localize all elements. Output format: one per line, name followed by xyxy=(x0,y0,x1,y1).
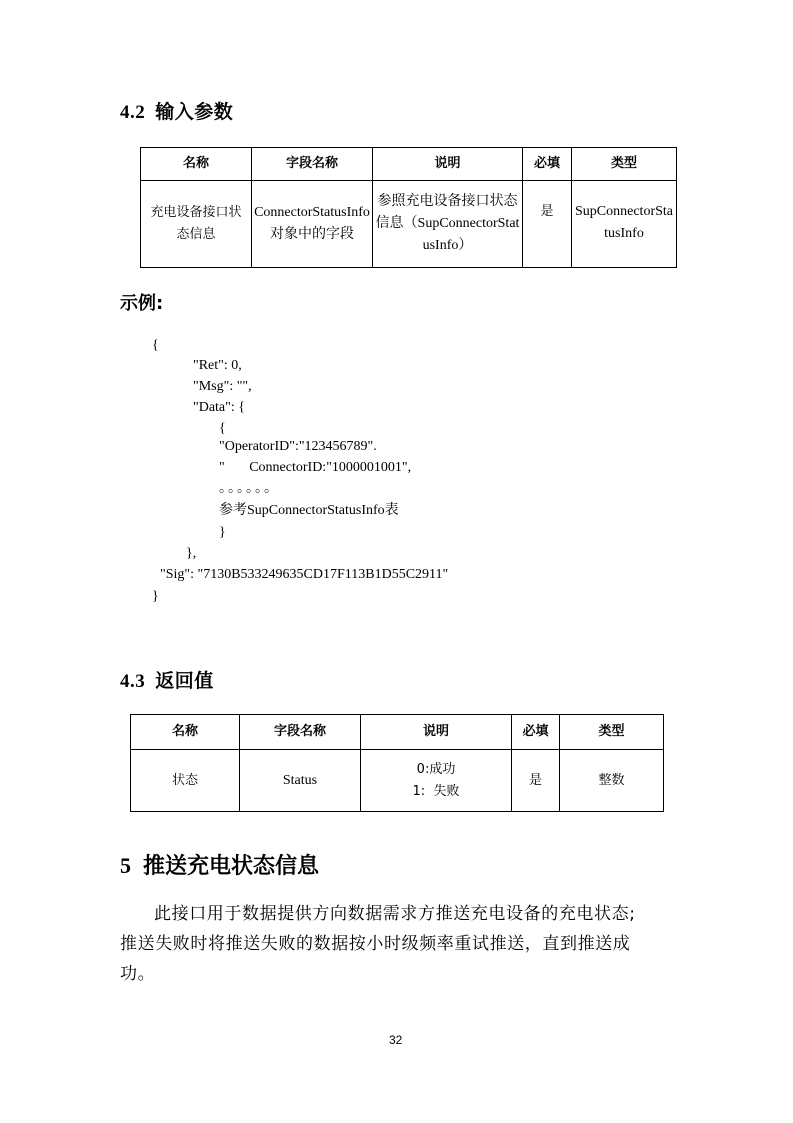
section-number: 5 xyxy=(120,853,131,878)
paragraph-line: 功。 xyxy=(120,964,156,984)
cell-type: SupConnectorStatusInfo xyxy=(572,181,677,268)
cell-required: 是 xyxy=(512,750,560,812)
header-cell: 名称 xyxy=(131,715,240,750)
header-cell: 必填 xyxy=(523,148,572,181)
section-heading-5 xyxy=(120,849,319,880)
table-header-row xyxy=(141,148,677,181)
header-cell: 必填 xyxy=(512,715,560,750)
code-line: { xyxy=(219,421,226,436)
header-cell: 说明 xyxy=(361,715,512,750)
cell-name: 充电设备接口状态信息 xyxy=(141,181,252,268)
header-cell: 字段名称 xyxy=(252,148,373,181)
cell-name: 状态 xyxy=(131,750,240,812)
cell-field-text: ConnectorStatusInfo对象中的字段 xyxy=(254,205,370,242)
header-cell: 名称 xyxy=(141,148,252,181)
table-row xyxy=(141,181,677,268)
header-cell: 类型 xyxy=(560,715,664,750)
section-title: 推送充电状态信息 xyxy=(143,854,320,879)
return-value-table xyxy=(130,714,664,812)
code-line: "Ret": 0, xyxy=(193,358,242,373)
section-title: 返回值 xyxy=(155,670,214,692)
code-line: }, xyxy=(186,546,197,561)
section-title: 输入参数 xyxy=(155,101,234,123)
page-number: 32 xyxy=(389,1033,403,1047)
code-line: { xyxy=(152,338,159,353)
code-line: "Sig": "7130B533249635CD17F113B1D55C2911" xyxy=(160,567,449,582)
code-line: " ConnectorID:"1000001001", xyxy=(219,460,412,475)
desc-line: 0:成功 xyxy=(416,761,456,777)
cell-desc: 参照充电设备接口状态信息（SupConnectorStatusInfo） xyxy=(373,181,523,268)
cell-desc xyxy=(361,750,512,812)
section-heading-4-2 xyxy=(120,97,233,124)
paragraph-line: 此接口用于数据提供方向数据需求方推送充电设备的充电状态; xyxy=(154,904,636,924)
header-cell: 类型 xyxy=(572,148,677,181)
table-header-row xyxy=(131,715,664,750)
code-line: 参考SupConnectorStatusInfo表 xyxy=(219,503,399,518)
input-params-table xyxy=(140,147,677,268)
header-cell: 字段名称 xyxy=(240,715,361,750)
cell-field: Status xyxy=(240,750,361,812)
cell-type: 整数 xyxy=(560,750,664,812)
code-line: } xyxy=(152,589,159,604)
header-cell: 说明 xyxy=(373,148,523,181)
cell-field xyxy=(252,181,373,268)
code-line: "OperatorID":"123456789". xyxy=(219,439,377,454)
section-heading-4-3 xyxy=(120,666,214,693)
code-line: "Data": { xyxy=(193,400,245,415)
paragraph-line: 推送失败时将推送失败的数据按小时级频率重试推送，直到推送成 xyxy=(120,934,631,954)
section-number: 4.3 xyxy=(120,671,146,692)
example-label: 示例: xyxy=(120,293,164,314)
desc-line: 1: 失败 xyxy=(412,783,460,799)
code-line: "Msg": "", xyxy=(193,379,252,394)
section-number: 4.2 xyxy=(120,102,146,123)
code-line: } xyxy=(219,525,226,540)
table-row xyxy=(131,750,664,812)
code-line: 。。。。。。 xyxy=(219,481,280,496)
cell-required: 是 xyxy=(523,181,572,268)
